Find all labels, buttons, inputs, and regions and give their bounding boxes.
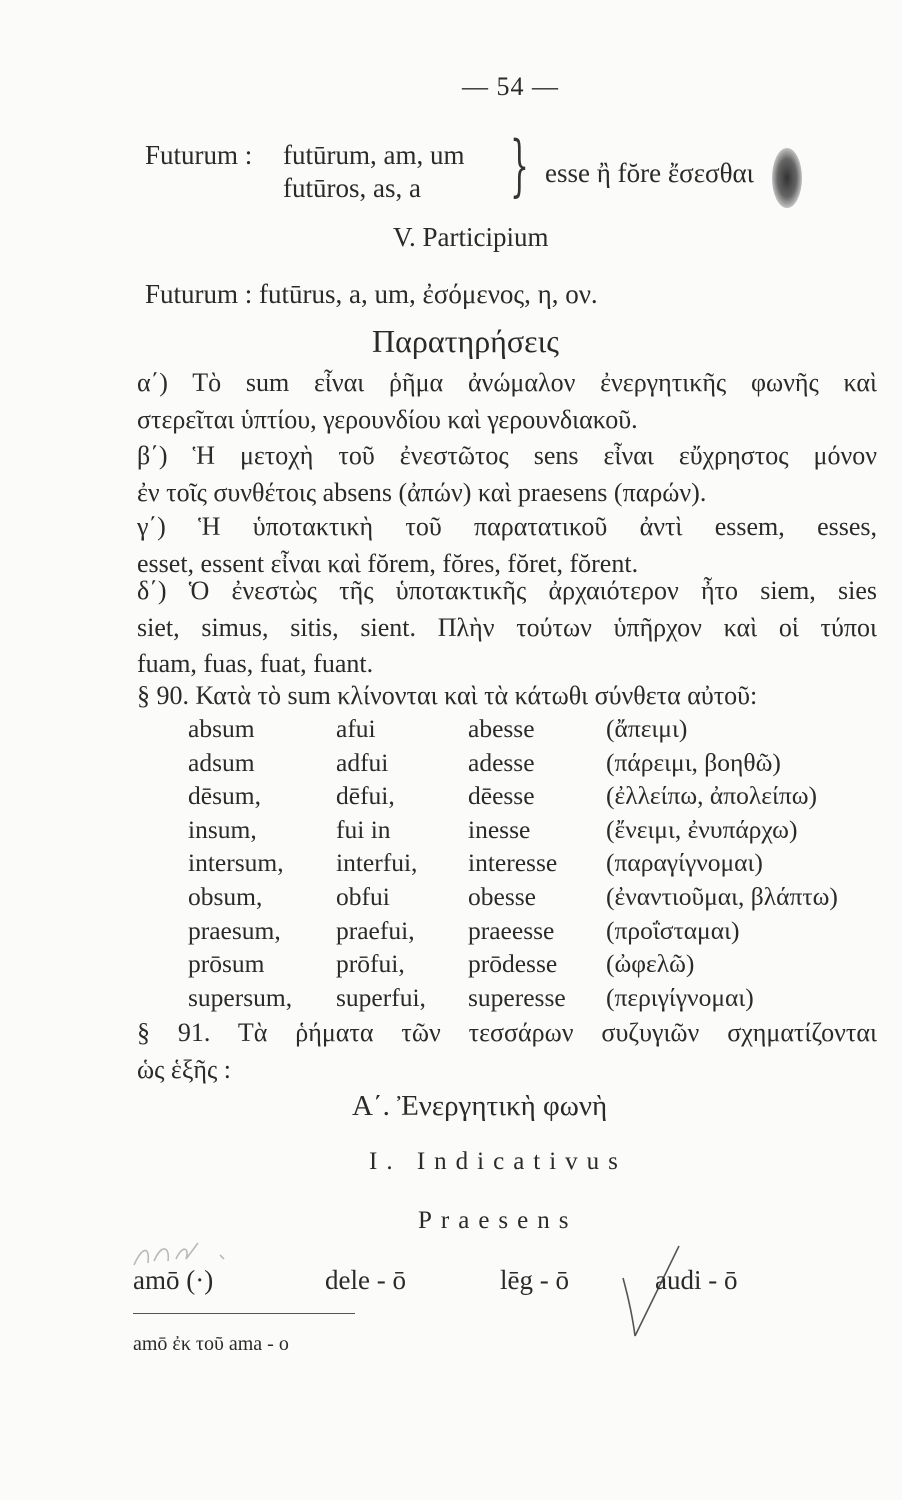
section-91-line-1: § 91. Τὰ ῥήματα τῶν τεσσάρων συζυγιῶν σχηματίζονται (137, 1018, 877, 1047)
observation-delta-line-1: δ΄) Ὁ ἐνεστὼς τῆς ὑποτακτικῆς ἀρχαιότερον ἦτο siem, sies (137, 576, 877, 605)
futurum-infinitive-result: esse ἢ fŏre ἔσεσθαι (545, 158, 754, 188)
compound-perfect: fui in (336, 814, 391, 844)
futurum-forms-line-1: futūrum, am, um (283, 140, 465, 170)
compound-present: absum (188, 714, 255, 743)
observation-alpha-line-2: στερεῖται ὑπτίου, γερουνδίου καὶ γερουνδιακοῦ. (137, 404, 638, 434)
compound-present: insum, (188, 814, 257, 844)
section-91 (137, 1015, 877, 1088)
observation-delta (137, 573, 877, 683)
section-90 (137, 678, 877, 715)
compound-row (188, 813, 888, 847)
compound-present: adsum (188, 747, 255, 777)
compound-greek-meaning: (παραγίγνομαι) (606, 848, 763, 878)
compound-row (188, 880, 888, 914)
section-90-text: § 90. Κατὰ τὸ sum κλίνονται καὶ τὰ κάτωθι σύνθετα αὐτοῦ: (137, 681, 758, 710)
futurum-label: Futurum : (145, 140, 253, 170)
observation-alpha-line-1: α΄) Τὸ sum εἶναι ῥῆμα ἀνώμαλον ἐνεργητικῆς φωνῆς καὶ (137, 368, 877, 397)
futurum-forms-line-2: futūros, as, a (283, 173, 421, 203)
active-voice-heading: Α΄. Ἐνεργητικὴ φωνὴ (352, 1090, 608, 1122)
observation-alpha (137, 365, 877, 438)
verb-audi: audi - ō (655, 1265, 738, 1295)
compound-infinitive: adesse (468, 747, 535, 777)
verb-lego: lēg - ō (500, 1265, 569, 1295)
observation-gamma (137, 509, 877, 582)
compound-perfect: afui (336, 714, 376, 743)
indicativus-heading: I. Indicativus (369, 1148, 627, 1175)
footnote-text: amō ἐκ τοῦ ama - o (133, 1333, 289, 1355)
compound-perfect: adfui (336, 747, 389, 777)
page-number: — 54 — (462, 72, 559, 101)
verb-dele: dele - ō (325, 1265, 406, 1295)
verb-ama: amō (·) (133, 1265, 214, 1295)
observation-beta (137, 438, 877, 511)
compound-present: praesum, (188, 915, 281, 945)
compound-infinitive: superesse (468, 982, 566, 1012)
compound-greek-meaning: (ἐλλείπω, ἀπολείπω) (606, 781, 817, 811)
observations-heading: Παρατηρήσεις (372, 323, 559, 359)
compound-infinitive: inesse (468, 814, 531, 844)
compound-perfect: dēfui, (336, 781, 395, 811)
compound-row (188, 981, 888, 1015)
compound-present: obsum, (188, 881, 263, 911)
observation-gamma-line-2: esset, essent εἶναι καὶ fŏrem, fŏres, fŏret, fŏrent. (137, 548, 639, 578)
compound-infinitive: obesse (468, 881, 536, 911)
compound-greek-meaning: (ἄπειμι) (606, 714, 688, 743)
section-91-line-2: ὡς ἑξῆς : (137, 1054, 232, 1084)
compound-perfect: obfui (336, 881, 390, 911)
compound-perfect: prōfui, (336, 949, 405, 979)
compound-infinitive: dēesse (468, 781, 535, 811)
compound-row (188, 846, 888, 880)
compound-greek-meaning: (ὠφελῶ) (606, 949, 695, 979)
compound-row (188, 746, 888, 780)
compound-present: supersum, (188, 982, 293, 1012)
futurum-participle-line: Futurum : futūrus, a, um, ἐσόμενος, η, ον. (145, 279, 598, 309)
compound-row (188, 914, 888, 948)
compound-infinitive: praeesse (468, 915, 555, 945)
praesens-heading: Praesens (418, 1207, 578, 1234)
compound-greek-meaning: (ἔνειμι, ἐνυπάρχω) (606, 814, 798, 844)
compound-present: intersum, (188, 848, 284, 878)
participium-title: V. Participium (393, 222, 549, 252)
compound-infinitive: abesse (468, 714, 535, 743)
observation-beta-line-1: β΄) Ἡ μετοχὴ τοῦ ἐνεστῶτος sens εἶναι εὔχρηστος μόνον (137, 441, 877, 470)
compound-perfect: superfui, (336, 982, 426, 1012)
footnote-divider (133, 1313, 355, 1314)
compound-present: dēsum, (188, 781, 261, 811)
compound-row (188, 947, 888, 981)
compound-infinitive: prōdesse (468, 949, 558, 979)
compound-present: prōsum (188, 949, 265, 979)
observation-beta-line-2: ἐν τοῖς συνθέτοις absens (ἀπών) καὶ praesens (παρών). (137, 477, 707, 507)
compound-greek-meaning: (προΐσταμαι) (606, 915, 740, 945)
compound-perfect: interfui, (336, 848, 418, 878)
compound-greek-meaning: (ἐναντιοῦμαι, βλάπτω) (606, 881, 838, 911)
compound-perfect: praefui, (336, 915, 415, 945)
compound-greek-meaning: (πάρειμι, βοηθῶ) (606, 747, 781, 777)
compound-infinitive: interesse (468, 848, 558, 878)
ink-stain (772, 148, 802, 208)
compound-row (188, 779, 888, 813)
compound-greek-meaning: (περιγίγνομαι) (606, 982, 754, 1012)
observation-delta-line-3: fuam, fuas, fuat, fuant. (137, 649, 374, 678)
brace-symbol: } (510, 127, 529, 204)
observation-delta-line-2: siet, simus, sitis, sient. Πλὴν τούτων ὑπῆρχον καὶ οἱ τύποι (137, 612, 877, 642)
observation-gamma-line-1: γ΄) Ἡ ὑποτακτικὴ τοῦ παρατατικοῦ ἀντὶ essem, esses, (137, 512, 877, 541)
compounds-table (188, 712, 888, 1014)
compound-row (188, 712, 888, 746)
